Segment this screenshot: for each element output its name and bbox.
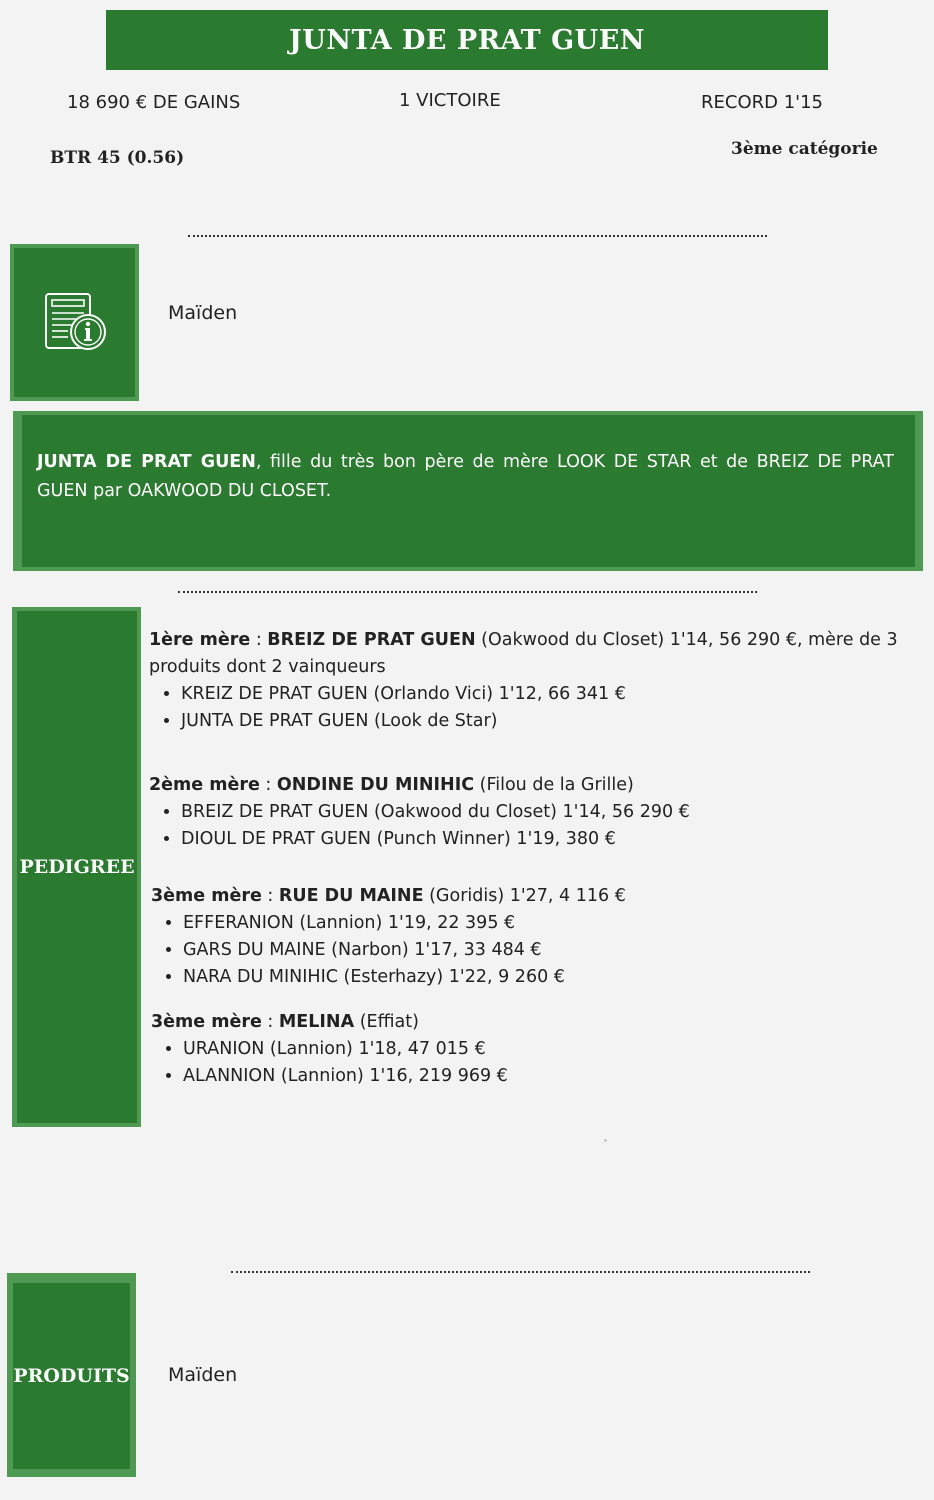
pedigree-content (149, 627, 899, 1090)
victories-stat: 1 VICTOIRE (399, 90, 501, 111)
title-banner (106, 10, 828, 70)
pedigree-box (17, 611, 137, 1123)
produits-box (13, 1283, 130, 1469)
list-item: • DIOUL DE PRAT GUEN (Punch Winner) 1'19, 380 € (181, 826, 899, 853)
document-info-icon (42, 290, 108, 356)
pedigree-heading: 2ème mère : ONDINE DU MINIHIC (Filou de la Grille) (149, 775, 634, 795)
list-item: • ALANNION (Lannion) 1'16, 219 969 € (183, 1063, 899, 1090)
list-item: • URANION (Lannion) 1'18, 47 015 € (183, 1036, 899, 1063)
gains-stat: 18 690 € DE GAINS (67, 92, 241, 113)
description-body: , fille du très bon père de mère LOOK DE STAR et de BREIZ DE PRAT GUEN par OAKWOOD DU CLOSET. (37, 452, 894, 501)
list-item: • NARA DU MINIHIC (Esterhazy) 1'22, 9 260 € (183, 964, 899, 991)
offspring-list (149, 799, 899, 853)
page-title: JUNTA DE PRAT GUEN (289, 24, 645, 56)
produits-label: PRODUITS (13, 1365, 130, 1387)
category-stat: 3ème catégorie (731, 139, 878, 159)
produits-text: Maïden (168, 1364, 238, 1386)
pedigree-label: PEDIGREE (19, 856, 135, 878)
btr-stat: BTR 45 (0.56) (50, 148, 185, 168)
info-text: Maïden (168, 302, 238, 324)
record-stat: RECORD 1'15 (701, 92, 824, 113)
list-item: • KREIZ DE PRAT GUEN (Orlando Vici) 1'12, 66 341 € (181, 681, 899, 708)
offspring-list (149, 681, 899, 735)
list-item: • EFFERANION (Lannion) 1'19, 22 395 € (183, 910, 899, 937)
description-text (37, 448, 894, 506)
info-box (14, 248, 135, 397)
speck (604, 1139, 607, 1142)
list-item: • BREIZ DE PRAT GUEN (Oakwood du Closet) 1'14, 56 290 € (181, 799, 899, 826)
offspring-list (149, 910, 899, 991)
description-horse-name: JUNTA DE PRAT GUEN (37, 452, 256, 472)
divider (231, 1271, 810, 1273)
divider (178, 591, 757, 593)
list-item: • GARS DU MAINE (Narbon) 1'17, 33 484 € (183, 937, 899, 964)
offspring-list (149, 1036, 899, 1090)
pedigree-heading: 3ème mère : MELINA (Effiat) (151, 1012, 419, 1032)
divider (188, 235, 767, 237)
pedigree-heading: 3ème mère : RUE DU MAINE (Goridis) 1'27, 4 116 € (151, 886, 626, 906)
list-item: • JUNTA DE PRAT GUEN (Look de Star) (181, 708, 899, 735)
pedigree-heading: 1ère mère : BREIZ DE PRAT GUEN (Oakwood du Closet) 1'14, 56 290 €, mère de 3 produits dont 2 vainqueurs (149, 630, 898, 677)
